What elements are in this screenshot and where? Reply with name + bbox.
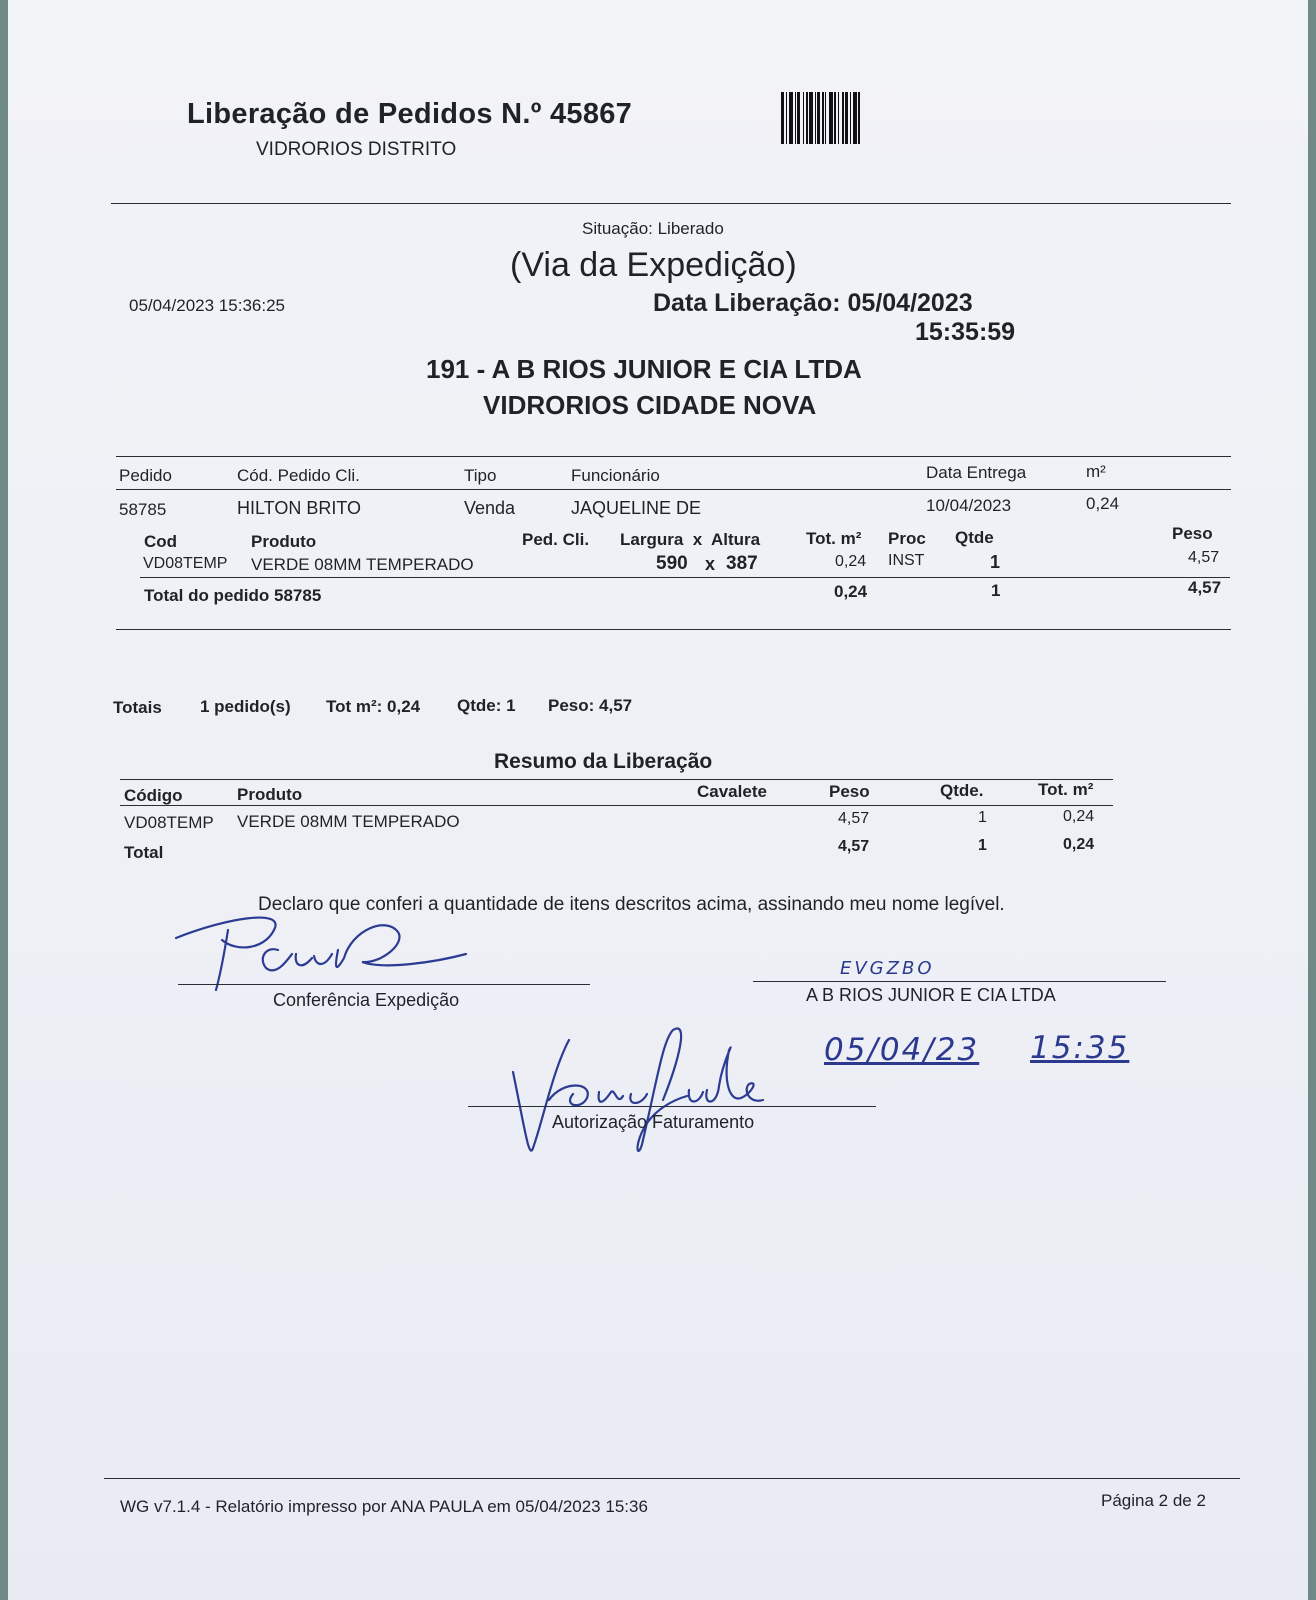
item-header-largura-altura: Largura x Altura xyxy=(620,530,761,549)
client-signature-handwriting: EVGZBO xyxy=(840,958,935,979)
summary-total-qtde: 1 xyxy=(978,837,987,854)
order-total-m2: 0,24 xyxy=(834,582,868,601)
summary-header-tot-m2: Tot. m² xyxy=(1038,780,1094,799)
item-proc: INST xyxy=(888,552,925,569)
summary-header-qtde: Qtde. xyxy=(940,781,984,800)
item-peso: 4,57 xyxy=(1188,549,1220,566)
order-total-label: Total do pedido 58785 xyxy=(144,586,322,605)
handwritten-time: 15:35 xyxy=(1030,1030,1130,1066)
release-time: 15:35:59 xyxy=(915,318,1016,346)
barcode-image xyxy=(781,92,977,144)
conferencia-label: Conferência Expedição xyxy=(273,990,460,1010)
delivery-date: 10/04/2023 xyxy=(926,496,1012,515)
item-header-peso: Peso xyxy=(1172,524,1213,543)
totals-m2: Tot m²: 0,24 xyxy=(326,697,421,716)
summary-code: VD08TEMP xyxy=(124,813,214,832)
col-header-pedido: Pedido xyxy=(119,466,172,485)
footer-rule xyxy=(104,1478,1240,1479)
footer-print-info: WG v7.1.4 - Relatório impresso por ANA PAULA em 05/04/2023 15:36 xyxy=(120,1497,648,1516)
order-table-header-rule xyxy=(116,489,1231,490)
item-dimension-separator: x xyxy=(705,554,716,574)
summary-header-rule xyxy=(120,805,1113,806)
item-header-tot-m2: Tot. m² xyxy=(806,529,862,548)
summary-header-produto: Produto xyxy=(237,785,303,804)
summary-total-tot-m2: 0,24 xyxy=(1063,836,1095,853)
summary-qtde: 1 xyxy=(978,809,987,826)
summary-header-cavalete: Cavalete xyxy=(697,782,767,801)
order-m2: 0,24 xyxy=(1086,494,1120,513)
totals-orders: 1 pedido(s) xyxy=(200,697,291,716)
signature-line-client xyxy=(753,981,1166,982)
document-title: Liberação de Pedidos N.º 45867 xyxy=(187,98,633,130)
item-header-qtde: Qtde xyxy=(955,528,994,547)
order-total-qtde: 1 xyxy=(991,581,1001,600)
order-table-top-rule xyxy=(116,456,1231,457)
header-divider xyxy=(111,203,1231,204)
order-type: Venda xyxy=(464,498,516,518)
item-qtde: 1 xyxy=(990,552,1001,572)
autorizacao-label: Autorização Faturamento xyxy=(552,1112,755,1132)
summary-peso: 4,57 xyxy=(838,810,870,827)
summary-tot-m2: 0,24 xyxy=(1063,808,1095,825)
signature-conferencia xyxy=(166,910,486,1000)
handwritten-date: 05/04/23 xyxy=(824,1032,980,1068)
item-header-cod: Cod xyxy=(144,532,178,551)
summary-title: Resumo da Liberação xyxy=(494,750,713,773)
totals-peso: Peso: 4,57 xyxy=(548,696,633,715)
declaration-text: Declaro que conferi a quantidade de itens descritos acima, assinando meu nome legível. xyxy=(258,894,1005,915)
item-header-ped-cli: Ped. Cli. xyxy=(522,530,590,549)
col-header-tipo: Tipo xyxy=(464,466,497,485)
summary-header-codigo: Código xyxy=(124,786,183,805)
order-table-bottom-rule xyxy=(116,629,1231,630)
status-text: Situação: Liberado xyxy=(582,219,724,238)
summary-header-peso: Peso xyxy=(829,782,870,801)
item-code: VD08TEMP xyxy=(143,555,228,572)
item-height: 387 xyxy=(726,553,758,574)
barcode-bar xyxy=(860,92,863,144)
item-header-produto: Produto xyxy=(251,532,317,551)
signature-autorizacao xyxy=(503,1010,793,1160)
employee-name: JAQUELINE DE xyxy=(571,498,702,518)
signature-line-conferencia xyxy=(178,984,590,985)
signature-line-autorizacao xyxy=(468,1106,876,1107)
summary-total-label: Total xyxy=(124,843,164,862)
totals-qtde: Qtde: 1 xyxy=(457,696,516,715)
item-product: VERDE 08MM TEMPERADO xyxy=(251,555,474,574)
order-number: 58785 xyxy=(119,500,167,519)
document-subtitle: VIDRORIOS DISTRITO xyxy=(256,139,457,160)
client-name: 191 - A B RIOS JUNIOR E CIA LTDA xyxy=(426,354,862,384)
client-signature-label: A B RIOS JUNIOR E CIA LTDA xyxy=(806,985,1056,1005)
summary-top-rule xyxy=(120,779,1113,780)
summary-product: VERDE 08MM TEMPERADO xyxy=(237,812,460,831)
col-header-data-entrega: Data Entrega xyxy=(926,463,1027,482)
release-date: Data Liberação: 05/04/2023 xyxy=(653,289,973,317)
item-header-proc: Proc xyxy=(888,529,926,548)
summary-total-peso: 4,57 xyxy=(838,838,870,855)
item-total-rule xyxy=(140,577,1230,578)
col-header-funcionario: Funcionário xyxy=(571,466,660,485)
client-order-code: HILTON BRITO xyxy=(237,498,362,518)
page-number: Página 2 de 2 xyxy=(1101,1491,1206,1510)
totals-label: Totais xyxy=(113,698,162,717)
order-total-peso: 4,57 xyxy=(1188,578,1222,597)
print-datetime: 05/04/2023 15:36:25 xyxy=(129,296,285,315)
item-tot-m2: 0,24 xyxy=(835,553,867,570)
item-width: 590 xyxy=(656,553,688,574)
col-header-cod-pedido-cli: Cód. Pedido Cli. xyxy=(237,466,360,485)
col-header-m2: m² xyxy=(1086,462,1106,481)
document-page xyxy=(8,0,1308,1600)
client-store: VIDRORIOS CIDADE NOVA xyxy=(483,390,817,420)
copy-type: (Via da Expedição) xyxy=(510,246,797,284)
